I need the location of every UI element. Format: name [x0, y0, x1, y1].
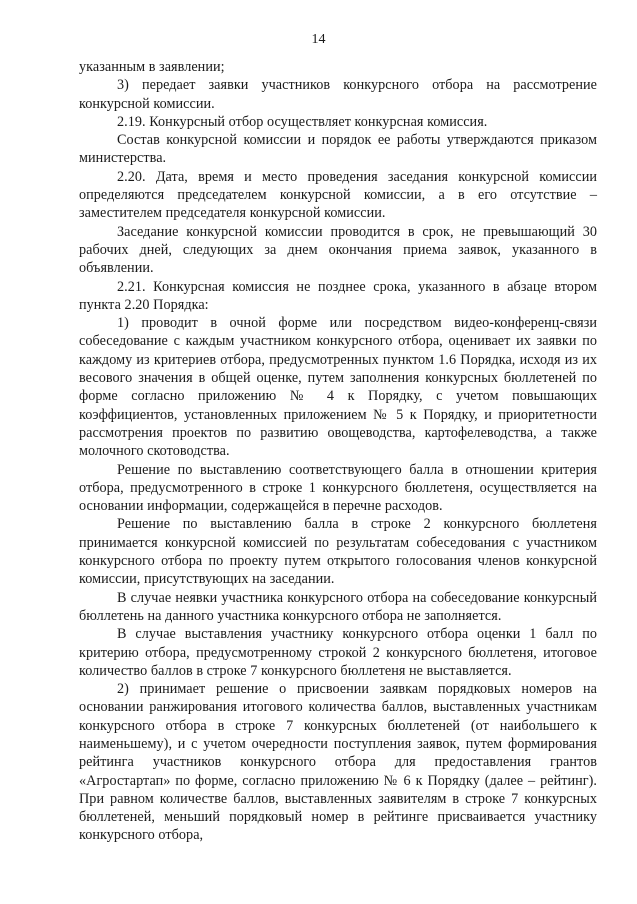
paragraph-8: 1) проводит в очной форме или посредством видео-конференц-связи собеседование с каждым участником конкурсного отбора, оценивает их заявки по каждому из критериев отбора, предусмотренных пунктом 1.6 Порядка, исходя из их весового значения в общей оценке, путем заполнения конкурсных бюллетеней по форме согласно приложению № 4 к Порядку, с учетом повышающих коэффициентов, установленных приложением № 5 к Порядку, и приоритетности рассмотрения проектов по развитию овощеводства, картофелеводства, а также молочного скотоводства.	[79, 315, 597, 460]
paragraph-1: указанным в заявлении;	[79, 59, 225, 75]
paragraph-11: В случае неявки участника конкурсного отбора на собеседование конкурсный бюллетень на данного участника конкурсного отбора не заполняется.	[79, 589, 597, 624]
paragraph-4: Состав конкурсной комиссии и порядок ее работы утверждаются приказом министерства.	[79, 132, 597, 167]
paragraph-13: 2) принимает решение о присвоении заявкам порядковых номеров на основании ранжирования итогового количества баллов, выставленных участникам конкурсного отбора в строке 7 конкурсных бюллетеней (от наибольшего к наименьшему), и с учетом очередности поступления заявок, путем формирования рейтинга участников конкурсного отбора для предоставления грантов «Агростартап» по форме, согласно приложению № 6 к Порядку (далее – рейтинг). При равном количестве баллов, выставленных заявителям в строке 7 конкурсных бюллетеней, меньший порядковый номер в рейтинге присваивается участнику конкурсного отбора,	[79, 681, 597, 844]
paragraph-6: Заседание конкурсной комиссии проводится в срок, не превышающий 30 рабочих дней, следующих за днем окончания приема заявок, указанного в объявлении.	[79, 223, 597, 277]
paragraph-12: В случае выставления участнику конкурсного отбора оценки 1 балл по критерию отбора, предусмотренному строкой 2 конкурсного бюллетеня, итоговое количество баллов в строке 7 конкурсного бюллетеня не выставляется.	[79, 626, 597, 679]
paragraph-3: 2.19. Конкурсный отбор осуществляет конкурсная комиссия.	[117, 113, 488, 130]
paragraph-7: 2.21. Конкурсная комиссия не позднее срока, указанного в абзаце втором пункта 2.20 Порядка:	[79, 278, 597, 313]
paragraph-5: 2.20. Дата, время и место проведения заседания конкурсной комиссии определяются председателем конкурсной комиссии, а в его отсутствие – заместителем председателя конкурсной комиссии.	[79, 168, 597, 222]
document-body	[79, 58, 597, 845]
paragraph-9: Решение по выставлению соответствующего балла в отношении критерия отбора, предусмотренного в строке 1 конкурсного бюллетеня, осуществляется на основании информации, содержащейся в перечне расходов.	[79, 461, 597, 515]
paragraph-2: 3) передает заявки участников конкурсного отбора на рассмотрение конкурсной комиссии.	[79, 77, 597, 112]
paragraph-10: Решение по выставлению балла в строке 2 конкурсного бюллетеня принимается конкурсной комиссией по результатам собеседования с участником конкурсного отбора по проекту путем открытого голосования членов конкурсной комиссии, присутствующих на заседании.	[79, 516, 597, 588]
page-number: 14	[311, 32, 326, 47]
